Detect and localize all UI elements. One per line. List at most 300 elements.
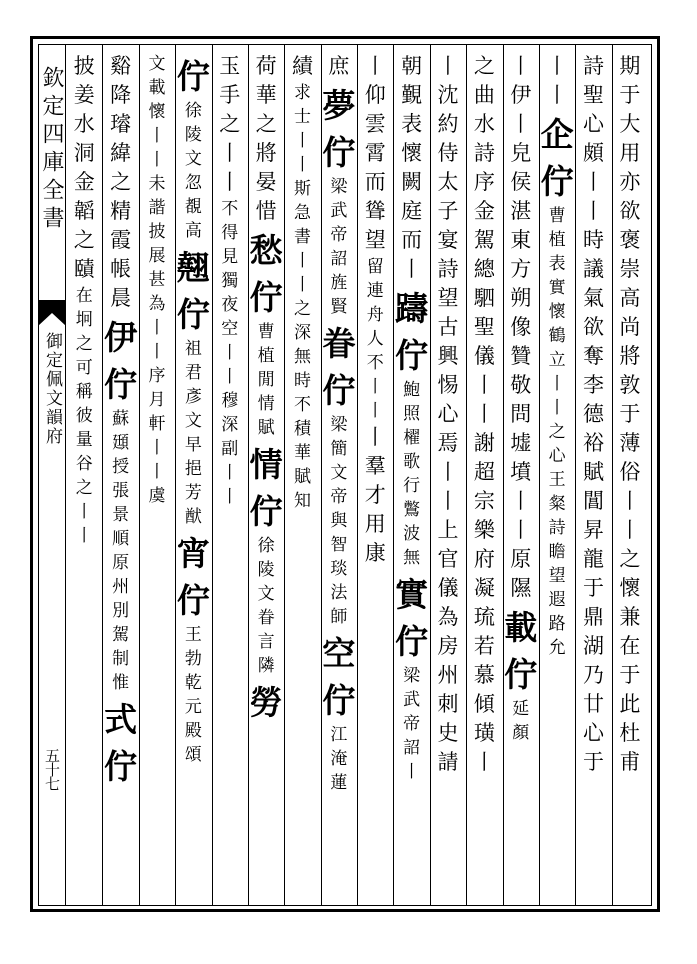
annotation-run: 猷 [184,507,202,527]
text-run: 奪 [582,344,604,368]
text-run: 朔 [510,286,532,310]
text-run: 庶 [328,54,350,78]
text-run: 大 [619,112,641,136]
annotation-run: 不 [366,353,384,373]
annotation-run: 原 [112,553,130,573]
text-run: 總 [473,257,495,281]
annotation-run: 丨 [75,526,93,546]
text-run: 才 [364,483,386,507]
text-run: 敦 [619,373,641,397]
text-run: 宴 [437,228,459,252]
text-column [466,56,502,902]
text-run: 丨 [546,83,568,107]
text-run: 霄 [364,141,386,165]
text-run: 精 [110,199,132,223]
text-run: 德 [582,402,604,426]
annotation-run: 之 [75,334,93,354]
annotation-run: 植 [548,230,566,250]
text-run: 水 [73,112,95,136]
annotation-run: 華 [293,443,311,463]
text-run: 丨 [582,199,604,223]
headword: 佇 [249,492,283,531]
text-run: 序 [473,170,495,194]
annotation-run: 丨 [403,762,421,782]
text-run: 丨 [219,141,241,165]
annotation-run: 諧 [148,198,166,218]
text-run: 晨 [110,286,132,310]
annotation-run: 王 [548,470,566,490]
column-rule [466,44,467,906]
annotation-run: 積 [293,419,311,439]
annotation-run: 坰 [75,310,93,330]
annotation-run: 行 [403,476,421,496]
annotation-run: 制 [112,649,130,669]
headword: 式 [104,700,138,739]
text-run: 于 [619,663,641,687]
column-rule [212,44,213,906]
headword: 夢 [322,86,356,125]
annotation-run: 丨 [148,462,166,482]
text-run: 聖 [582,83,604,107]
text-run: 庭 [401,199,423,223]
annotation-run: 得 [221,223,239,243]
text-run: 墳 [510,460,532,484]
annotation-run: 連 [366,281,384,301]
text-run: 約 [437,112,459,136]
text-run: 于 [582,576,604,600]
text-column [575,56,611,902]
annotation-run: 丨 [293,131,311,151]
text-run: 之 [619,547,641,571]
annotation-run: 賢 [330,297,348,317]
annotation-run: 丨 [293,275,311,295]
text-column [503,56,539,902]
text-run: 丨 [473,750,495,774]
annotation-run: 隣 [257,656,275,676]
annotation-run: 文 [184,149,202,169]
annotation-run: 蘇 [112,409,130,429]
annotation-run: 早 [184,435,202,455]
fish-tail-mark-icon [38,300,66,326]
annotation-run: 丨 [366,401,384,421]
annotation-run: 梁 [330,177,348,197]
annotation-run: 旌 [330,273,348,293]
text-column [212,56,248,902]
annotation-run: 空 [221,319,239,339]
text-run: 慕 [473,663,495,687]
annotation-run: 文 [257,584,275,604]
text-run: 緯 [110,141,132,165]
annotation-run: 頲 [112,433,130,453]
annotation-run: 丨 [548,398,566,418]
text-run: 聳 [364,199,386,223]
annotation-run: 元 [184,697,202,717]
annotation-run: 量 [75,430,93,450]
text-run: 用 [619,141,641,165]
annotation-run: 芳 [184,483,202,503]
annotation-run: 法 [330,583,348,603]
annotation-run: 載 [148,78,166,98]
text-run: 覲 [401,83,423,107]
annotation-run: 深 [221,415,239,435]
column-rule [539,44,540,906]
text-run: 丨 [510,112,532,136]
text-run: 披 [73,54,95,78]
text-run: 刺 [437,692,459,716]
text-run: 鼎 [582,605,604,629]
text-column [612,56,648,902]
annotation-run: 丨 [148,438,166,458]
text-run: 亦 [619,170,641,194]
annotation-run: 書 [293,227,311,247]
text-run: 韜 [73,199,95,223]
annotation-run: 與 [330,511,348,531]
text-run: 丨 [364,425,386,449]
text-run: 惕 [437,373,459,397]
annotation-run: 帝 [330,487,348,507]
annotation-run: 之 [293,299,311,319]
annotation-run: 順 [112,529,130,549]
annotation-run: 丨 [75,502,93,522]
text-run: 將 [619,344,641,368]
text-run: 之 [255,112,277,136]
headword: 佇 [395,622,429,661]
column-rule [612,44,613,906]
headword: 佇 [395,336,429,375]
column-rule [357,44,358,906]
text-run: 俗 [619,460,641,484]
headword: 伊 [104,318,138,357]
text-run: 姜 [73,83,95,107]
text-run: 曲 [473,83,495,107]
headword: 佇 [322,133,356,172]
text-run: 惜 [255,199,277,223]
annotation-run: 文 [330,463,348,483]
text-run: 康 [364,541,386,565]
text-run: 駟 [473,286,495,310]
annotation-run: 挹 [184,459,202,479]
text-run: 期 [619,54,641,78]
text-run: 谿 [110,54,132,78]
page-number: 五十七 [43,748,61,790]
text-run: 伊 [510,83,532,107]
text-run: 于 [582,750,604,774]
text-run: 于 [619,402,641,426]
annotation-run: 彼 [75,406,93,426]
text-run: 之 [219,112,241,136]
annotation-run: 月 [148,390,166,410]
text-column [394,56,430,902]
text-run: 褒 [619,228,641,252]
text-run: 樂 [473,518,495,542]
annotation-run: 丨 [221,343,239,363]
headword: 佇 [104,365,138,404]
text-run: 詩 [437,257,459,281]
annotation-run: 時 [293,371,311,391]
annotation-run: 惟 [112,673,130,693]
headword: 佇 [322,371,356,410]
annotation-run: 急 [293,203,311,223]
text-run: 詩 [582,54,604,78]
headword: 佇 [249,278,283,317]
annotation-run: 王 [184,625,202,645]
text-run: 尚 [619,315,641,339]
text-run: 玉 [219,54,241,78]
annotation-run: 波 [403,524,421,544]
annotation-run: 文 [148,54,166,74]
text-run: 上 [437,518,459,542]
annotation-run: 穆 [221,391,239,411]
text-run: 湖 [582,634,604,658]
annotation-run: 夜 [221,295,239,315]
text-run: 詩 [473,141,495,165]
text-run: 超 [473,460,495,484]
annotation-run: 武 [403,690,421,710]
text-run: 之 [73,228,95,252]
text-run: 議 [582,257,604,281]
annotation-run: 覩 [184,197,202,217]
annotation-run: 眷 [257,608,275,628]
annotation-run: 州 [112,577,130,597]
text-run: 丨 [582,170,604,194]
text-column [66,56,102,902]
annotation-run: 心 [548,446,566,466]
text-run: 朝 [401,54,423,78]
annotation-run: 丨 [221,487,239,507]
text-run: 氣 [582,286,604,310]
annotation-run: 望 [548,566,566,586]
text-run: 璜 [473,721,495,745]
headword: 佇 [104,747,138,786]
headword: 空 [322,634,356,673]
text-run: 贊 [510,344,532,368]
text-run: 李 [582,373,604,397]
text-run: 房 [437,634,459,658]
annotation-run: 詔 [330,249,348,269]
annotation-run: 授 [112,457,130,477]
text-run: 官 [437,547,459,571]
annotation-run: 虞 [148,486,166,506]
annotation-run: 未 [148,174,166,194]
text-run: 雲 [364,112,386,136]
text-run: 丨 [401,257,423,281]
annotation-run: 景 [112,505,130,525]
text-run: 賦 [582,460,604,484]
annotation-run: 懷 [548,302,566,322]
annotation-run: 舟 [366,305,384,325]
text-run: 甫 [619,750,641,774]
text-run: 賾 [73,257,95,281]
annotation-run: 植 [257,346,275,366]
column-rule [575,44,576,906]
text-run: 金 [473,199,495,223]
text-run: 丨 [619,489,641,513]
column-rule [321,44,322,906]
text-run: 子 [437,199,459,223]
text-run: 焉 [437,431,459,455]
text-run: 宗 [473,489,495,513]
text-run: 用 [364,512,386,536]
annotation-run: 勃 [184,649,202,669]
text-run: 而 [364,170,386,194]
text-run: 望 [364,228,386,252]
text-column [139,56,175,902]
annotation-run: 稱 [75,382,93,402]
annotation-run: 武 [330,201,348,221]
annotation-run: 可 [75,358,93,378]
text-run: 廿 [582,692,604,716]
text-run: 霞 [110,228,132,252]
text-run: 金 [73,170,95,194]
text-run: 丨 [364,54,386,78]
text-run: 懷 [401,141,423,165]
text-column [248,56,284,902]
annotation-run: 人 [366,329,384,349]
text-run: 侍 [437,141,459,165]
text-run: 洞 [73,141,95,165]
annotation-run: 副 [221,439,239,459]
annotation-run: 遐 [548,590,566,610]
annotation-run: 帝 [403,714,421,734]
annotation-run: 頌 [184,745,202,765]
headword: 躊 [395,289,429,328]
text-run: 太 [437,170,459,194]
annotation-run: 知 [293,491,311,511]
text-run: 帳 [110,257,132,281]
text-run: 心 [582,721,604,745]
text-run: 像 [510,315,532,339]
annotation-run: 駕 [112,625,130,645]
annotation-run: 展 [148,246,166,266]
text-run: 駕 [473,228,495,252]
annotation-run: 鶴 [548,326,566,346]
text-run: 凝 [473,576,495,600]
annotation-run: 谷 [75,454,93,474]
text-column [284,56,320,902]
text-column [357,56,393,902]
annotation-run: 路 [548,614,566,634]
text-run: 欲 [619,199,641,223]
headword: 佇 [322,681,356,720]
text-run: 昇 [582,518,604,542]
headword: 實 [395,575,429,614]
text-run: 儀 [473,344,495,368]
text-run: 閶 [582,489,604,513]
headword: 宵 [176,534,210,573]
text-run: 興 [437,344,459,368]
text-run: 乃 [582,663,604,687]
text-run: 侯 [510,170,532,194]
text-run: 丨 [437,54,459,78]
annotation-run: 丨 [148,126,166,146]
annotation-run: 梁 [403,666,421,686]
annotation-run: 情 [257,394,275,414]
text-run: 此 [619,692,641,716]
annotation-run: 在 [75,286,93,306]
headword: 佇 [176,581,210,620]
text-run: 丨 [437,489,459,513]
text-run: 古 [437,315,459,339]
annotation-run: 披 [148,222,166,242]
text-run: 為 [437,605,459,629]
column-rule [102,44,103,906]
annotation-run: 彥 [184,387,202,407]
headword: 愁 [249,231,283,270]
annotation-run: 序 [148,366,166,386]
annotation-run: 為 [148,294,166,314]
text-run: 若 [473,634,495,658]
annotation-run: 賦 [293,467,311,487]
annotation-run: 軒 [148,414,166,434]
annotation-run: 丨 [148,342,166,362]
annotation-run: 深 [293,323,311,343]
text-run: 傾 [473,692,495,716]
annotation-run: 丨 [221,463,239,483]
text-run: 于 [619,83,641,107]
text-run: 心 [437,402,459,426]
annotation-run: 賦 [257,418,275,438]
text-run: 裕 [582,431,604,455]
annotation-run: 士 [293,107,311,127]
headword: 情 [249,445,283,484]
text-run: 降 [110,83,132,107]
column-rule [139,44,140,906]
text-run: 績 [291,54,313,78]
annotation-run: 丨 [548,374,566,394]
annotation-run: 祖 [184,339,202,359]
annotation-run: 丨 [293,251,311,271]
annotation-run: 簡 [330,439,348,459]
annotation-run: 照 [403,404,421,424]
text-run: 丨 [546,54,568,78]
annotation-run: 櫂 [403,428,421,448]
headword: 佇 [176,57,210,96]
headword: 企 [540,115,574,154]
annotation-run: 殿 [184,721,202,741]
annotation-run: 陵 [257,560,275,580]
text-column [430,56,466,902]
annotation-run: 徐 [184,101,202,121]
text-run: 薄 [619,431,641,455]
annotation-run: 懷 [148,102,166,122]
text-run: 之 [110,170,132,194]
text-run: 丨 [619,518,641,542]
text-run: 請 [437,750,459,774]
annotation-run: 君 [184,363,202,383]
annotation-run: 粲 [548,494,566,514]
text-run: 皃 [510,141,532,165]
annotation-run: 鮑 [403,380,421,400]
annotation-run: 江 [330,725,348,745]
text-run: 而 [401,228,423,252]
headword: 佇 [540,162,574,201]
annotation-run: 見 [221,247,239,267]
headword: 翹 [176,248,210,287]
text-run: 在 [619,634,641,658]
annotation-run: 瞻 [548,542,566,562]
annotation-run: 言 [257,632,275,652]
text-run: 府 [473,547,495,571]
annotation-run: 梁 [330,415,348,435]
text-run: 心 [582,112,604,136]
headword: 佇 [504,655,538,694]
annotation-run: 智 [330,535,348,555]
annotation-run: 允 [548,638,566,658]
text-run: 表 [401,112,423,136]
text-run: 龍 [582,547,604,571]
text-run: 丨 [473,373,495,397]
annotation-run: 忽 [184,173,202,193]
